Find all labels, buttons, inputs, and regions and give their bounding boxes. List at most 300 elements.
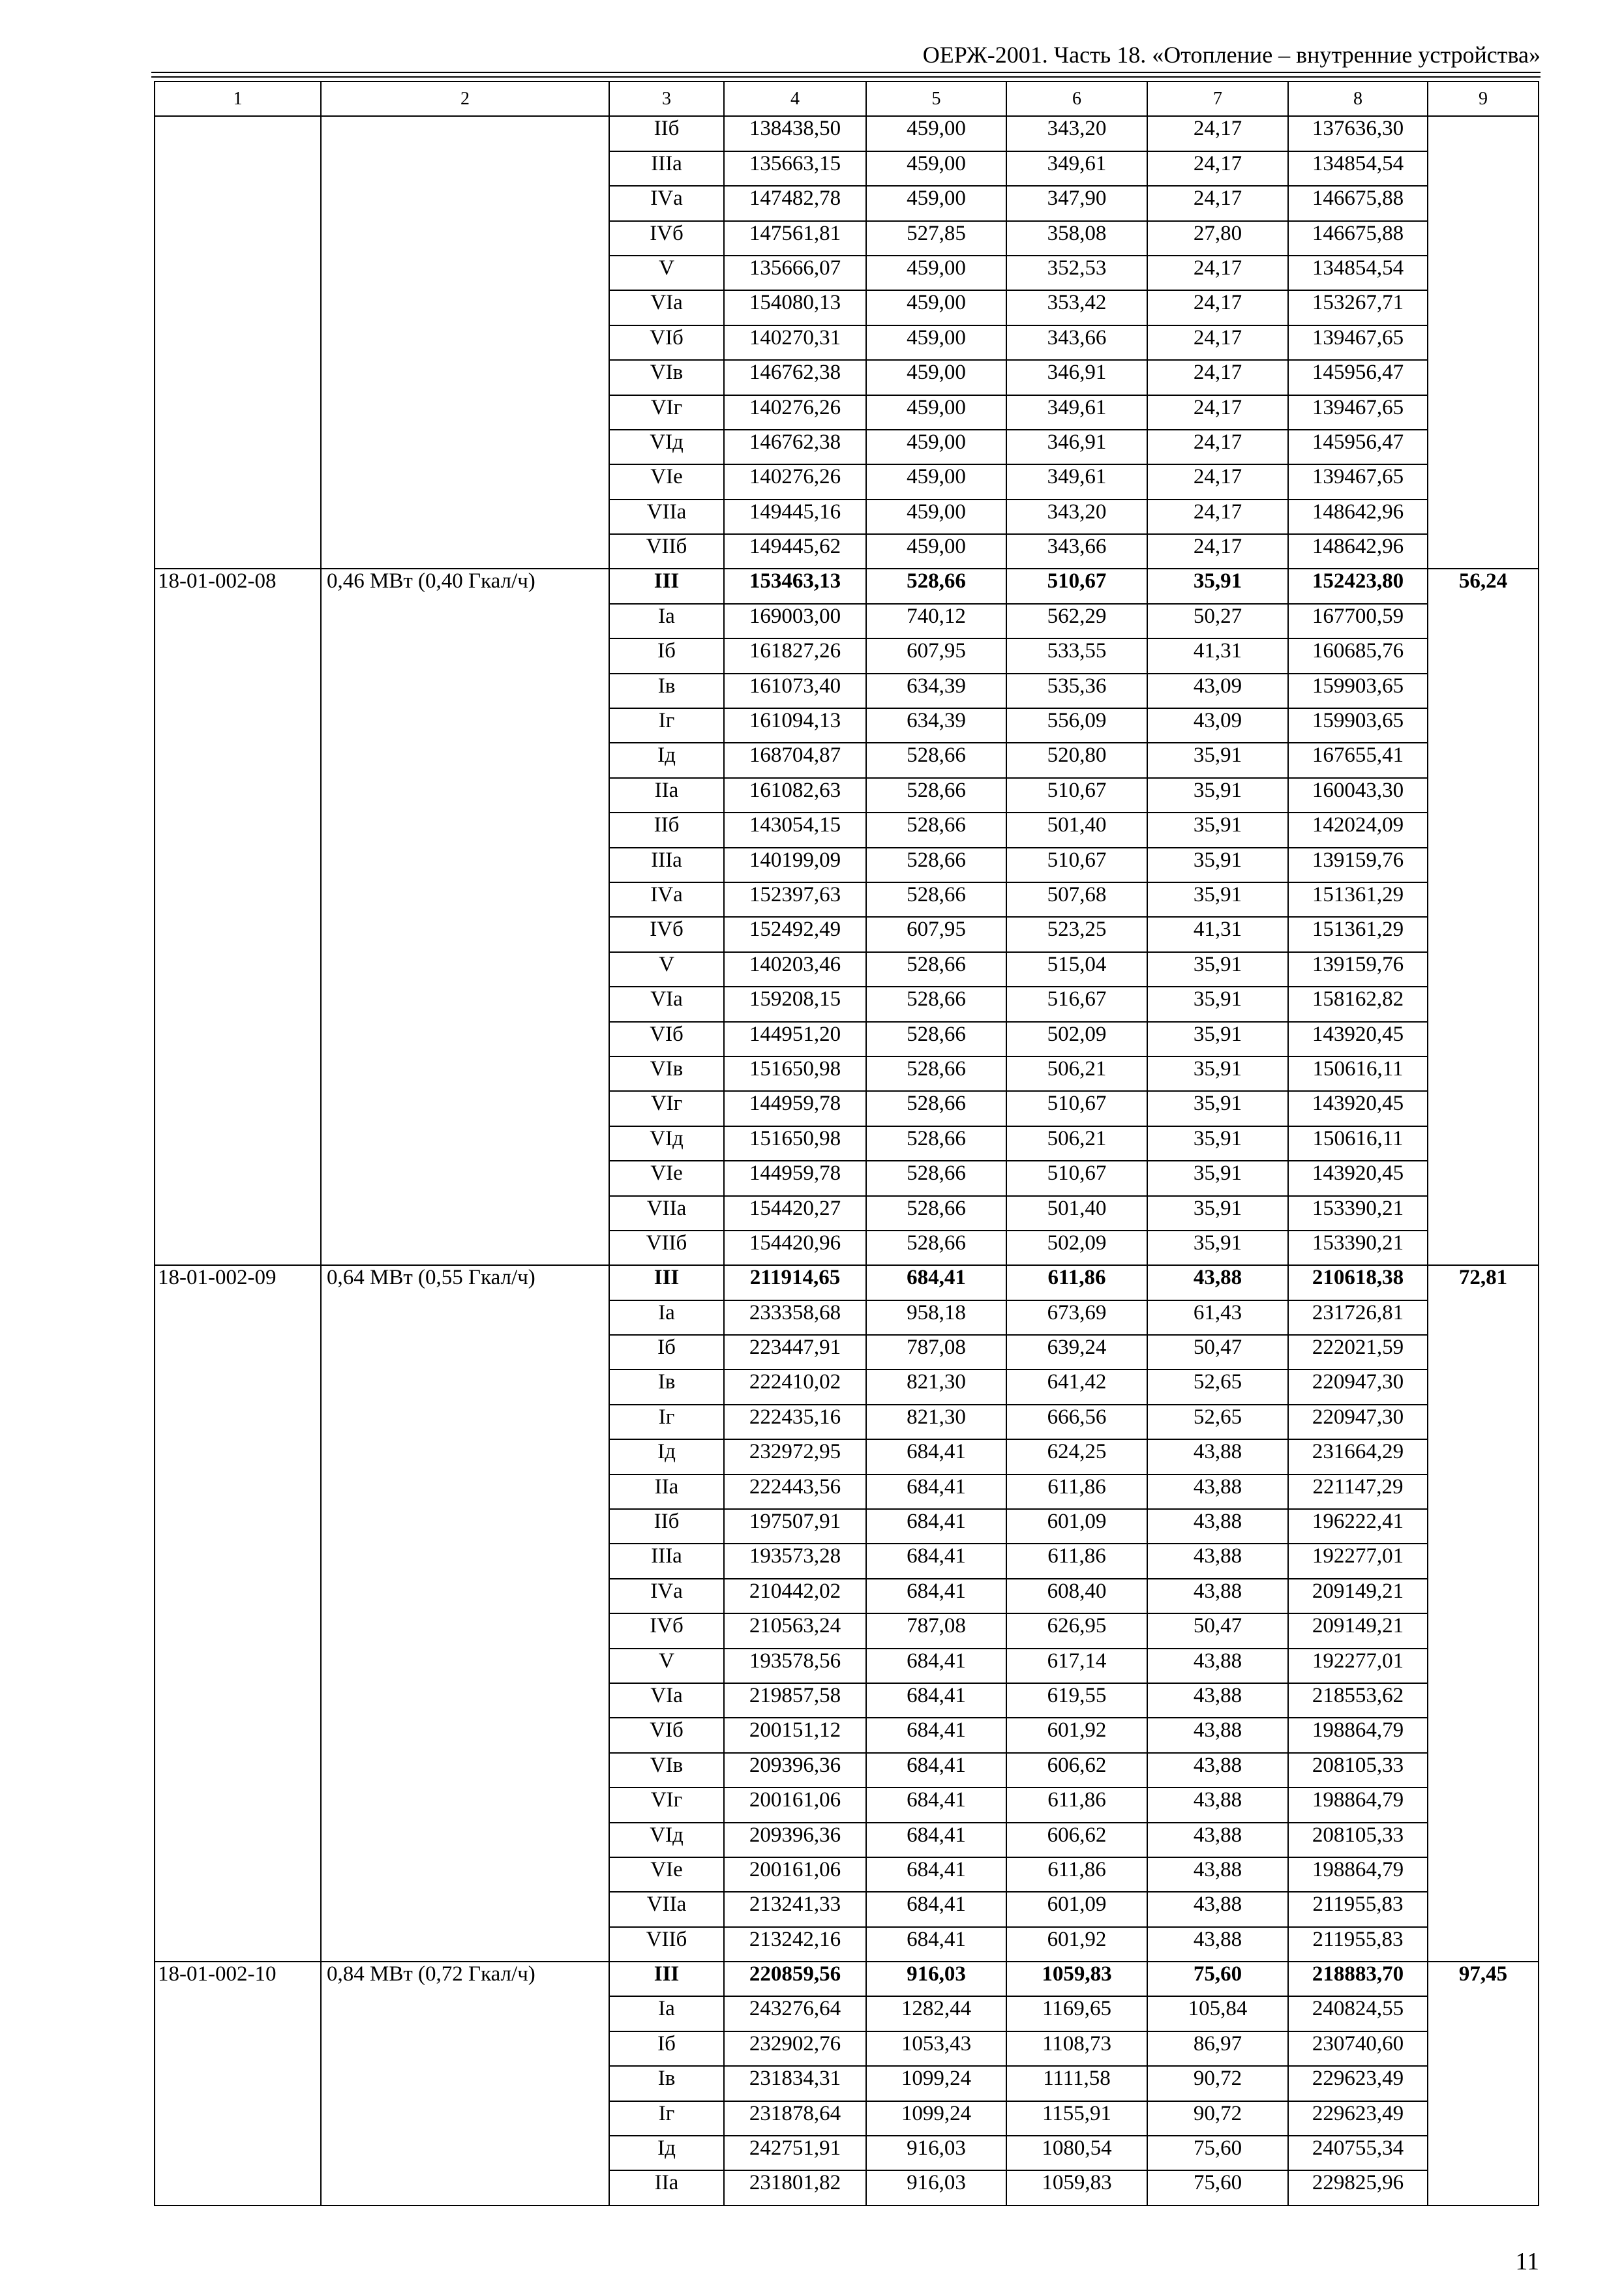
operator-wages-cell: 35,91 — [1147, 778, 1288, 813]
materials-cell: 151361,29 — [1288, 917, 1428, 951]
operator-wages-cell: 41,31 — [1147, 917, 1288, 951]
materials-cell: 139467,65 — [1288, 395, 1428, 430]
variant-cell: Iг — [609, 708, 724, 743]
variant-cell: VIг — [609, 1091, 724, 1126]
variant-cell: IIа — [609, 778, 724, 813]
operator-wages-cell: 43,88 — [1147, 1788, 1288, 1822]
total-cost-cell: 168704,87 — [724, 743, 866, 777]
variant-cell: III — [609, 569, 724, 603]
wages-cell: 528,66 — [866, 813, 1006, 847]
mass-cell: 97,45 — [1428, 1962, 1539, 2206]
wages-cell: 459,00 — [866, 395, 1006, 430]
wages-cell: 740,12 — [866, 604, 1006, 638]
total-cost-cell: 161827,26 — [724, 638, 866, 673]
wages-cell: 684,41 — [866, 1927, 1006, 1962]
materials-cell: 153267,71 — [1288, 290, 1428, 325]
machines-cell: 601,92 — [1006, 1718, 1147, 1752]
materials-cell: 139467,65 — [1288, 464, 1428, 499]
column-number: 7 — [1147, 82, 1288, 116]
code-cell: 18-01-002-09 — [155, 1265, 321, 1962]
column-number: 2 — [321, 82, 609, 116]
table-row — [155, 116, 1539, 151]
materials-cell: 231664,29 — [1288, 1439, 1428, 1474]
wages-cell: 528,66 — [866, 1056, 1006, 1091]
materials-cell: 211955,83 — [1288, 1892, 1428, 1926]
column-number: 6 — [1006, 82, 1147, 116]
total-cost-cell: 200161,06 — [724, 1788, 866, 1822]
operator-wages-cell: 24,17 — [1147, 430, 1288, 464]
total-cost-cell: 213241,33 — [724, 1892, 866, 1926]
wages-cell: 459,00 — [866, 151, 1006, 186]
machines-cell: 626,95 — [1006, 1613, 1147, 1648]
wages-cell: 684,41 — [866, 1892, 1006, 1926]
materials-cell: 146675,88 — [1288, 186, 1428, 220]
description-cell: 0,84 МВт (0,72 Гкал/ч) — [321, 1962, 609, 2206]
wages-cell: 459,00 — [866, 116, 1006, 151]
operator-wages-cell: 24,17 — [1147, 395, 1288, 430]
total-cost-cell: 144959,78 — [724, 1161, 866, 1195]
total-cost-cell: 231801,82 — [724, 2170, 866, 2205]
machines-cell: 520,80 — [1006, 743, 1147, 777]
materials-cell: 143920,45 — [1288, 1161, 1428, 1195]
total-cost-cell: 169003,00 — [724, 604, 866, 638]
machines-cell: 562,29 — [1006, 604, 1147, 638]
wages-cell: 459,00 — [866, 464, 1006, 499]
total-cost-cell: 193578,56 — [724, 1649, 866, 1683]
materials-cell: 153390,21 — [1288, 1231, 1428, 1265]
total-cost-cell: 140276,26 — [724, 395, 866, 430]
total-cost-cell: 233358,68 — [724, 1300, 866, 1335]
wages-cell: 528,66 — [866, 987, 1006, 1021]
operator-wages-cell: 52,65 — [1147, 1369, 1288, 1404]
operator-wages-cell: 52,65 — [1147, 1405, 1288, 1439]
total-cost-cell: 153463,13 — [724, 569, 866, 603]
total-cost-cell: 231878,64 — [724, 2101, 866, 2136]
materials-cell: 153390,21 — [1288, 1196, 1428, 1231]
wages-cell: 527,85 — [866, 221, 1006, 256]
variant-cell: VIг — [609, 1788, 724, 1822]
machines-cell: 1169,65 — [1006, 1996, 1147, 2031]
operator-wages-cell: 43,88 — [1147, 1857, 1288, 1892]
materials-cell: 152423,80 — [1288, 569, 1428, 603]
column-number: 4 — [724, 82, 866, 116]
wages-cell: 958,18 — [866, 1300, 1006, 1335]
mass-cell: 56,24 — [1428, 569, 1539, 1265]
operator-wages-cell: 24,17 — [1147, 464, 1288, 499]
machines-cell: 349,61 — [1006, 464, 1147, 499]
operator-wages-cell: 43,88 — [1147, 1683, 1288, 1718]
total-cost-cell: 144959,78 — [724, 1091, 866, 1126]
variant-cell: VIд — [609, 1126, 724, 1161]
materials-cell: 220947,30 — [1288, 1405, 1428, 1439]
machines-cell: 535,36 — [1006, 674, 1147, 708]
total-cost-cell: 219857,58 — [724, 1683, 866, 1718]
wages-cell: 684,41 — [866, 1265, 1006, 1300]
materials-cell: 143920,45 — [1288, 1022, 1428, 1056]
table-row — [155, 1962, 1539, 1996]
machines-cell: 346,91 — [1006, 430, 1147, 464]
machines-cell: 639,24 — [1006, 1335, 1147, 1369]
operator-wages-cell: 35,91 — [1147, 987, 1288, 1021]
operator-wages-cell: 24,17 — [1147, 151, 1288, 186]
operator-wages-cell: 50,47 — [1147, 1613, 1288, 1648]
operator-wages-cell: 50,27 — [1147, 604, 1288, 638]
total-cost-cell: 140270,31 — [724, 325, 866, 360]
variant-cell: IIб — [609, 813, 724, 847]
variant-cell: V — [609, 1649, 724, 1683]
materials-cell: 221147,29 — [1288, 1474, 1428, 1509]
total-cost-cell: 220859,56 — [724, 1962, 866, 1996]
code-cell — [155, 116, 321, 569]
operator-wages-cell: 43,88 — [1147, 1649, 1288, 1683]
materials-cell: 167700,59 — [1288, 604, 1428, 638]
variant-cell: Iа — [609, 604, 724, 638]
total-cost-cell: 143054,15 — [724, 813, 866, 847]
materials-cell: 218553,62 — [1288, 1683, 1428, 1718]
machines-cell: 515,04 — [1006, 952, 1147, 987]
materials-cell: 150616,11 — [1288, 1126, 1428, 1161]
wages-cell: 684,41 — [866, 1474, 1006, 1509]
machines-cell: 611,86 — [1006, 1474, 1147, 1509]
operator-wages-cell: 35,91 — [1147, 882, 1288, 917]
materials-cell: 148642,96 — [1288, 534, 1428, 569]
operator-wages-cell: 41,31 — [1147, 638, 1288, 673]
machines-cell: 611,86 — [1006, 1857, 1147, 1892]
variant-cell: IVа — [609, 1579, 724, 1613]
header-rule-thin — [151, 76, 1541, 78]
header-rule-thick — [151, 72, 1541, 73]
machines-cell: 506,21 — [1006, 1126, 1147, 1161]
total-cost-cell: 152397,63 — [724, 882, 866, 917]
mass-cell: 72,81 — [1428, 1265, 1539, 1962]
operator-wages-cell: 35,91 — [1147, 1022, 1288, 1056]
operator-wages-cell: 43,88 — [1147, 1265, 1288, 1300]
operator-wages-cell: 24,17 — [1147, 186, 1288, 220]
total-cost-cell: 151650,98 — [724, 1126, 866, 1161]
machines-cell: 556,09 — [1006, 708, 1147, 743]
price-table — [154, 81, 1539, 2206]
wages-cell: 528,66 — [866, 1231, 1006, 1265]
wages-cell: 916,03 — [866, 2136, 1006, 2170]
wages-cell: 528,66 — [866, 778, 1006, 813]
wages-cell: 787,08 — [866, 1335, 1006, 1369]
machines-cell: 608,40 — [1006, 1579, 1147, 1613]
total-cost-cell: 223447,91 — [724, 1335, 866, 1369]
wages-cell: 459,00 — [866, 500, 1006, 534]
operator-wages-cell: 43,88 — [1147, 1718, 1288, 1752]
machines-cell: 352,53 — [1006, 256, 1147, 290]
wages-cell: 459,00 — [866, 534, 1006, 569]
total-cost-cell: 231834,31 — [724, 2066, 866, 2101]
materials-cell: 148642,96 — [1288, 500, 1428, 534]
machines-cell: 349,61 — [1006, 151, 1147, 186]
wages-cell: 607,95 — [866, 638, 1006, 673]
machines-cell: 619,55 — [1006, 1683, 1147, 1718]
wages-cell: 684,41 — [866, 1579, 1006, 1613]
materials-cell: 139467,65 — [1288, 325, 1428, 360]
page-number: 11 — [1515, 2248, 1539, 2275]
operator-wages-cell: 90,72 — [1147, 2066, 1288, 2101]
machines-cell: 358,08 — [1006, 221, 1147, 256]
variant-cell: IIа — [609, 1474, 724, 1509]
materials-cell: 211955,83 — [1288, 1927, 1428, 1962]
wages-cell: 684,41 — [866, 1439, 1006, 1474]
materials-cell: 142024,09 — [1288, 813, 1428, 847]
total-cost-cell: 140276,26 — [724, 464, 866, 499]
operator-wages-cell: 35,91 — [1147, 952, 1288, 987]
wages-cell: 684,41 — [866, 1788, 1006, 1822]
operator-wages-cell: 35,91 — [1147, 1056, 1288, 1091]
materials-cell: 146675,88 — [1288, 221, 1428, 256]
operator-wages-cell: 27,80 — [1147, 221, 1288, 256]
materials-cell: 240824,55 — [1288, 1996, 1428, 2031]
operator-wages-cell: 24,17 — [1147, 290, 1288, 325]
machines-cell: 516,67 — [1006, 987, 1147, 1021]
operator-wages-cell: 43,88 — [1147, 1544, 1288, 1578]
total-cost-cell: 149445,62 — [724, 534, 866, 569]
variant-cell: VIд — [609, 430, 724, 464]
wages-cell: 528,66 — [866, 1126, 1006, 1161]
code-cell: 18-01-002-08 — [155, 569, 321, 1265]
wages-cell: 459,00 — [866, 360, 1006, 395]
variant-cell: IIб — [609, 1509, 724, 1544]
total-cost-cell: 209396,36 — [724, 1753, 866, 1788]
machines-cell: 1155,91 — [1006, 2101, 1147, 2136]
total-cost-cell: 232902,76 — [724, 2031, 866, 2066]
wages-cell: 1053,43 — [866, 2031, 1006, 2066]
operator-wages-cell: 43,88 — [1147, 1753, 1288, 1788]
operator-wages-cell: 43,88 — [1147, 1927, 1288, 1962]
variant-cell: Iг — [609, 1405, 724, 1439]
variant-cell: Iв — [609, 2066, 724, 2101]
materials-cell: 160685,76 — [1288, 638, 1428, 673]
machines-cell: 510,67 — [1006, 778, 1147, 813]
machines-cell: 346,91 — [1006, 360, 1147, 395]
materials-cell: 198864,79 — [1288, 1857, 1428, 1892]
total-cost-cell: 210442,02 — [724, 1579, 866, 1613]
total-cost-cell: 161082,63 — [724, 778, 866, 813]
wages-cell: 459,00 — [866, 256, 1006, 290]
materials-cell: 208105,33 — [1288, 1753, 1428, 1788]
machines-cell: 666,56 — [1006, 1405, 1147, 1439]
materials-cell: 222021,59 — [1288, 1335, 1428, 1369]
machines-cell: 347,90 — [1006, 186, 1147, 220]
total-cost-cell: 242751,91 — [724, 2136, 866, 2170]
machines-cell: 523,25 — [1006, 917, 1147, 951]
variant-cell: VIIа — [609, 1892, 724, 1926]
total-cost-cell: 154420,27 — [724, 1196, 866, 1231]
variant-cell: VIе — [609, 1161, 724, 1195]
code-cell: 18-01-002-10 — [155, 1962, 321, 2206]
materials-cell: 230740,60 — [1288, 2031, 1428, 2066]
column-number: 3 — [609, 82, 724, 116]
variant-cell: Iд — [609, 2136, 724, 2170]
materials-cell: 208105,33 — [1288, 1823, 1428, 1857]
wages-cell: 459,00 — [866, 290, 1006, 325]
machines-cell: 611,86 — [1006, 1265, 1147, 1300]
wages-cell: 634,39 — [866, 674, 1006, 708]
wages-cell: 528,66 — [866, 1196, 1006, 1231]
wages-cell: 528,66 — [866, 1091, 1006, 1126]
operator-wages-cell: 43,09 — [1147, 674, 1288, 708]
materials-cell: 167655,41 — [1288, 743, 1428, 777]
operator-wages-cell: 35,91 — [1147, 743, 1288, 777]
variant-cell: IIа — [609, 2170, 724, 2205]
total-cost-cell: 146762,38 — [724, 360, 866, 395]
total-cost-cell: 144951,20 — [724, 1022, 866, 1056]
operator-wages-cell: 24,17 — [1147, 534, 1288, 569]
machines-cell: 601,92 — [1006, 1927, 1147, 1962]
total-cost-cell: 147561,81 — [724, 221, 866, 256]
variant-cell: VIа — [609, 1683, 724, 1718]
operator-wages-cell: 43,88 — [1147, 1892, 1288, 1926]
wages-cell: 821,30 — [866, 1405, 1006, 1439]
total-cost-cell: 149445,16 — [724, 500, 866, 534]
machines-cell: 343,66 — [1006, 534, 1147, 569]
description-cell: 0,64 МВт (0,55 Гкал/ч) — [321, 1265, 609, 1962]
materials-cell: 145956,47 — [1288, 360, 1428, 395]
variant-cell: Iд — [609, 1439, 724, 1474]
machines-cell: 641,42 — [1006, 1369, 1147, 1404]
wages-cell: 528,66 — [866, 952, 1006, 987]
total-cost-cell: 210563,24 — [724, 1613, 866, 1648]
variant-cell: V — [609, 256, 724, 290]
operator-wages-cell: 75,60 — [1147, 2136, 1288, 2170]
machines-cell: 353,42 — [1006, 290, 1147, 325]
materials-cell: 151361,29 — [1288, 882, 1428, 917]
materials-cell: 143920,45 — [1288, 1091, 1428, 1126]
machines-cell: 617,14 — [1006, 1649, 1147, 1683]
machines-cell: 510,67 — [1006, 1091, 1147, 1126]
wages-cell: 684,41 — [866, 1823, 1006, 1857]
machines-cell: 611,86 — [1006, 1788, 1147, 1822]
operator-wages-cell: 43,88 — [1147, 1439, 1288, 1474]
machines-cell: 349,61 — [1006, 395, 1147, 430]
wages-cell: 1099,24 — [866, 2066, 1006, 2101]
operator-wages-cell: 35,91 — [1147, 1161, 1288, 1195]
column-number: 8 — [1288, 82, 1428, 116]
table-row — [155, 1265, 1539, 1300]
machines-cell: 510,67 — [1006, 569, 1147, 603]
materials-cell: 198864,79 — [1288, 1718, 1428, 1752]
machines-cell: 533,55 — [1006, 638, 1147, 673]
machines-cell: 502,09 — [1006, 1022, 1147, 1056]
total-cost-cell: 161094,13 — [724, 708, 866, 743]
materials-cell: 210618,38 — [1288, 1265, 1428, 1300]
wages-cell: 528,66 — [866, 569, 1006, 603]
total-cost-cell: 151650,98 — [724, 1056, 866, 1091]
variant-cell: Iб — [609, 1335, 724, 1369]
variant-cell: VIб — [609, 1022, 724, 1056]
column-number: 9 — [1428, 82, 1539, 116]
materials-cell: 229825,96 — [1288, 2170, 1428, 2205]
variant-cell: VIг — [609, 395, 724, 430]
total-cost-cell: 135663,15 — [724, 151, 866, 186]
total-cost-cell: 197507,91 — [724, 1509, 866, 1544]
variant-cell: IIIа — [609, 848, 724, 882]
variant-cell: VIIб — [609, 1231, 724, 1265]
variant-cell: Iа — [609, 1300, 724, 1335]
machines-cell: 606,62 — [1006, 1753, 1147, 1788]
variant-cell: VIв — [609, 1753, 724, 1788]
operator-wages-cell: 43,88 — [1147, 1509, 1288, 1544]
materials-cell: 159903,65 — [1288, 708, 1428, 743]
variant-cell: VIIб — [609, 1927, 724, 1962]
variant-cell: Iв — [609, 1369, 724, 1404]
total-cost-cell: 159208,15 — [724, 987, 866, 1021]
machines-cell: 1080,54 — [1006, 2136, 1147, 2170]
machines-cell: 624,25 — [1006, 1439, 1147, 1474]
wages-cell: 528,66 — [866, 1022, 1006, 1056]
total-cost-cell: 222435,16 — [724, 1405, 866, 1439]
variant-cell: IIб — [609, 116, 724, 151]
wages-cell: 1099,24 — [866, 2101, 1006, 2136]
machines-cell: 507,68 — [1006, 882, 1147, 917]
machines-cell: 1111,58 — [1006, 2066, 1147, 2101]
wages-cell: 684,41 — [866, 1718, 1006, 1752]
machines-cell: 601,09 — [1006, 1892, 1147, 1926]
materials-cell: 209149,21 — [1288, 1613, 1428, 1648]
total-cost-cell: 140203,46 — [724, 952, 866, 987]
variant-cell: VIIа — [609, 1196, 724, 1231]
machines-cell: 343,20 — [1006, 500, 1147, 534]
variant-cell: Iа — [609, 1996, 724, 2031]
materials-cell: 209149,21 — [1288, 1579, 1428, 1613]
wages-cell: 607,95 — [866, 917, 1006, 951]
materials-cell: 145956,47 — [1288, 430, 1428, 464]
variant-cell: III — [609, 1265, 724, 1300]
machines-cell: 601,09 — [1006, 1509, 1147, 1544]
materials-cell: 196222,41 — [1288, 1509, 1428, 1544]
variant-cell: V — [609, 952, 724, 987]
materials-cell: 218883,70 — [1288, 1962, 1428, 1996]
running-header: ОЕРЖ-2001. Часть 18. «Отопление – внутренние устройства» — [922, 42, 1541, 68]
materials-cell: 134854,54 — [1288, 256, 1428, 290]
machines-cell: 343,20 — [1006, 116, 1147, 151]
total-cost-cell: 193573,28 — [724, 1544, 866, 1578]
total-cost-cell: 146762,38 — [724, 430, 866, 464]
wages-cell: 459,00 — [866, 186, 1006, 220]
machines-cell: 510,67 — [1006, 1161, 1147, 1195]
machines-cell: 501,40 — [1006, 1196, 1147, 1231]
total-cost-cell: 211914,65 — [724, 1265, 866, 1300]
variant-cell: VIд — [609, 1823, 724, 1857]
variant-cell: IVб — [609, 917, 724, 951]
machines-cell: 510,67 — [1006, 848, 1147, 882]
machines-cell: 1108,73 — [1006, 2031, 1147, 2066]
operator-wages-cell: 50,47 — [1147, 1335, 1288, 1369]
machines-cell: 506,21 — [1006, 1056, 1147, 1091]
variant-cell: VIб — [609, 325, 724, 360]
variant-cell: VIв — [609, 1056, 724, 1091]
variant-cell: VIе — [609, 1857, 724, 1892]
machines-cell: 1059,83 — [1006, 2170, 1147, 2205]
total-cost-cell: 232972,95 — [724, 1439, 866, 1474]
wages-cell: 916,03 — [866, 1962, 1006, 1996]
operator-wages-cell: 43,88 — [1147, 1474, 1288, 1509]
operator-wages-cell: 43,09 — [1147, 708, 1288, 743]
operator-wages-cell: 35,91 — [1147, 848, 1288, 882]
wages-cell: 634,39 — [866, 708, 1006, 743]
machines-cell: 673,69 — [1006, 1300, 1147, 1335]
total-cost-cell: 200151,12 — [724, 1718, 866, 1752]
materials-cell: 231726,81 — [1288, 1300, 1428, 1335]
wages-cell: 684,41 — [866, 1753, 1006, 1788]
wages-cell: 528,66 — [866, 1161, 1006, 1195]
operator-wages-cell: 35,91 — [1147, 1126, 1288, 1161]
wages-cell: 684,41 — [866, 1544, 1006, 1578]
machines-cell: 343,66 — [1006, 325, 1147, 360]
